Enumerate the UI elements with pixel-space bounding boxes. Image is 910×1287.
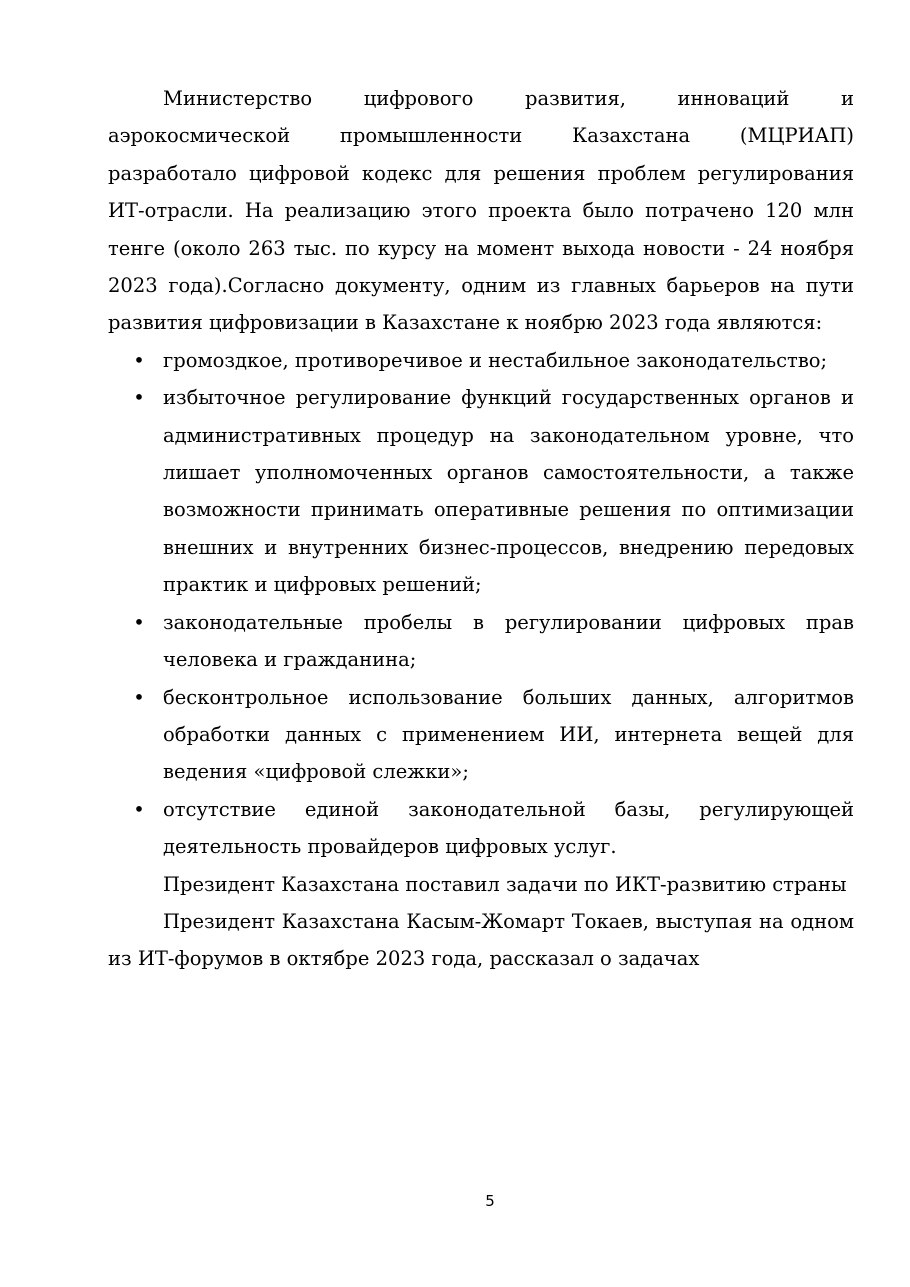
bullet-icon: • xyxy=(133,386,145,410)
list-item xyxy=(108,379,854,603)
list-item-text: громоздкое, противоречивое и нестабильное законодательство; xyxy=(163,348,828,372)
president-speech-paragraph: Президент Казахстана Касым-Жомарт Токаев, выступая на одном из ИТ-форумов в октябре 2023 года, рассказал о задачах xyxy=(108,909,854,971)
bullet-icon: • xyxy=(133,685,145,709)
document-body xyxy=(108,80,854,978)
list-item-text: законодательные пробелы в регулировании цифровых прав человека и гражданина; xyxy=(163,610,854,672)
list-item-text: бесконтрольное использование больших данных, алгоритмов обработки данных с применением ИИ, интернета вещей для ведения «цифровой слежки»; xyxy=(163,685,854,784)
page-number: 5 xyxy=(485,1192,495,1210)
bullet-icon: • xyxy=(133,797,145,821)
list-item xyxy=(108,791,854,866)
bullet-icon: • xyxy=(133,348,145,372)
bullet-icon: • xyxy=(133,610,145,634)
president-tasks-paragraph: Президент Казахстана поставил задачи по ИКТ-развитию страны xyxy=(163,872,847,896)
intro-paragraph: Министерство цифрового развития, инноваций и аэрокосмической промышленности Казахстана (МЦРИАП) разработало цифровой кодекс для решения проблем регулирования ИТ-отрасли. На реализацию этого проекта было потрачено 120 млн тенге (около 263 тыс. по курсу на момент выхода новости - 24 ноября 2023 года).Согласно документу, одним из главных барьеров на пути развития цифровизации в Казахстане к ноябрю 2023 года являются: xyxy=(108,87,854,335)
list-item-text: избыточное регулирование функций государственных органов и административных процедур на законодательном уровне, что лишает уполномоченных органов самостоятельности, а также возможности принимать оперативные решения по оптимизации внешних и внутренних бизнес-процессов, внедрению передовых практик и цифровых решений; xyxy=(163,386,854,597)
list-item xyxy=(108,604,854,679)
list-item-text: отсутствие единой законодательной базы, регулирующей деятельность провайдеров цифровых услуг. xyxy=(163,797,854,859)
list-item xyxy=(108,342,854,379)
list-item xyxy=(108,679,854,791)
barriers-list xyxy=(108,342,854,866)
